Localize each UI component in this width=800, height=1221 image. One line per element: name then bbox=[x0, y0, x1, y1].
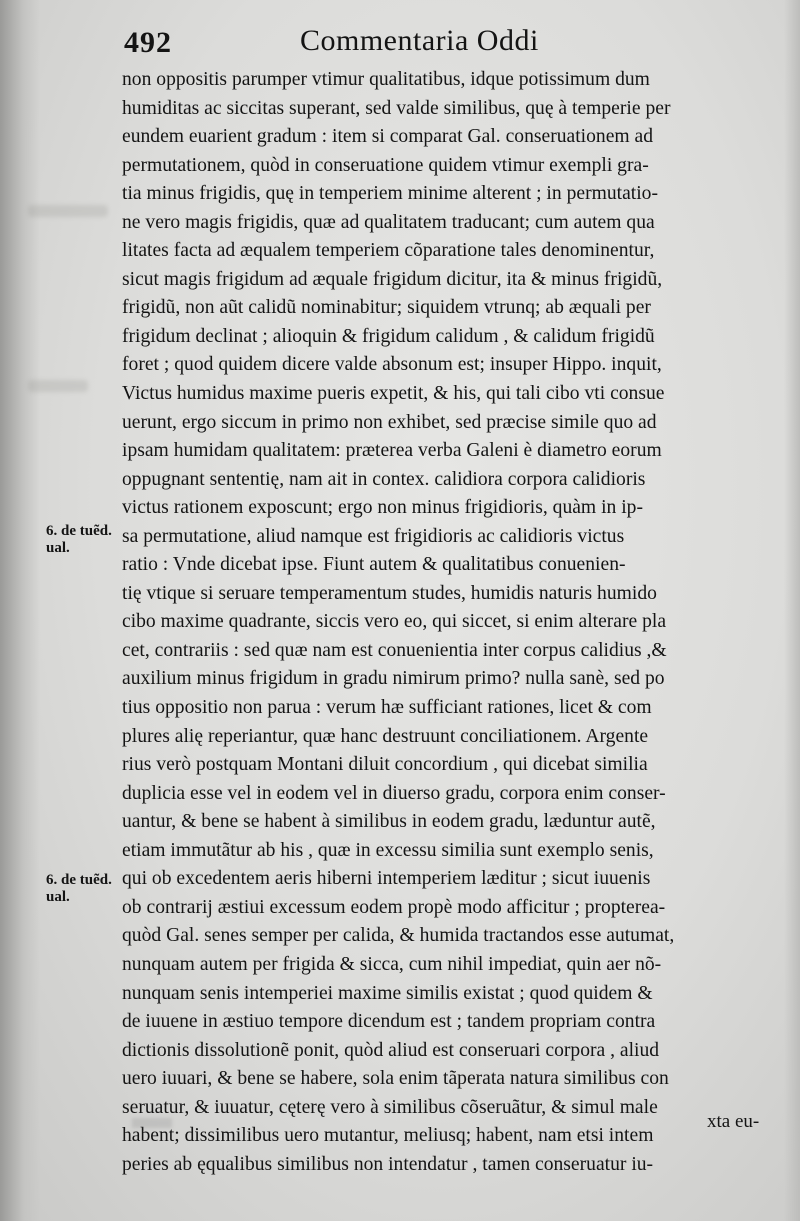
show-through-smudge bbox=[132, 1118, 172, 1128]
marginal-note-line: 6. de tuẽd. bbox=[46, 523, 112, 539]
text-line: litates facta ad æqualem temperiem cõparatione tales denominentur, bbox=[122, 240, 655, 262]
text-line: qui ob excedentem aeris hiberni intemperiem læditur ; sicut iuuenis bbox=[122, 868, 651, 890]
text-line: eundem euarient gradum : item si comparat Gal. conseruationem ad bbox=[122, 126, 654, 148]
text-line: non oppositis parumper vtimur qualitatibus, idque potissimum dum bbox=[122, 69, 650, 90]
text-line: foret ; quod quidem dicere valde absonum est; insuper Hippo. inquit, bbox=[122, 354, 662, 376]
marginal-note bbox=[46, 872, 112, 906]
text-line: ob contrarij æstiui excessum eodem propè modo afficitur ; propterea- bbox=[122, 896, 666, 918]
marginal-note bbox=[46, 523, 112, 557]
show-through-smudge bbox=[28, 205, 108, 217]
text-line: victus rationem exposcunt; ergo non minus frigidioris, quàm in ip- bbox=[122, 497, 643, 519]
marginal-note-line: ual. bbox=[46, 540, 70, 556]
gutter-shadow bbox=[0, 0, 40, 1221]
text-line: sa permutatione, aliud namque est frigidioris ac calidioris victus bbox=[122, 525, 625, 547]
text-line: ipsam humidam qualitatem: præterea verba Galeni è diametro eorum bbox=[122, 440, 662, 462]
body-text bbox=[122, 66, 770, 1179]
text-line: frigidum declinat ; alioquin & frigidum calidum , & calidum frigidũ bbox=[122, 325, 655, 347]
text-line: oppugnant sententię, nam ait in contex. calidiora corpora calidioris bbox=[122, 468, 646, 490]
text-line: humiditas ac siccitas superant, sed valde similibus, quę à temperie per bbox=[122, 97, 671, 119]
text-line: nunquam autem per frigida & sicca, cum nihil impediat, quin aer nõ- bbox=[122, 953, 662, 975]
text-line: cet, contrariis : sed quæ nam est conuenientia inter corpus calidius ,& bbox=[122, 639, 667, 661]
show-through-smudge bbox=[28, 380, 88, 392]
text-line: frigidũ, non aũt calidũ nominabitur; siquidem vtrunq; ab æquali per bbox=[122, 297, 651, 319]
text-line: Victus humidus maxime pueris expetit, & his, qui tali cibo vti consue bbox=[122, 383, 665, 405]
text-line: rius verò postquam Montani diluit concordium , qui dicebat similia bbox=[122, 754, 648, 776]
text-line: tia minus frigidis, quę in temperiem minime alterent ; in permutatio- bbox=[122, 183, 658, 205]
text-line: de iuuene in æstiuo tempore dicendum est ; tandem propriam contra bbox=[122, 1011, 656, 1033]
text-line: sicut magis frigidum ad æquale frigidum dicitur, ita & minus frigidũ, bbox=[122, 268, 663, 290]
marginal-note-line: 6. de tuẽd. bbox=[46, 872, 112, 888]
text-line: uerunt, ergo siccum in primo non exhibet, sed præcise simile quo ad bbox=[122, 411, 657, 433]
text-line: uantur, & bene se habent à similibus in eodem gradu, læduntur autẽ, bbox=[122, 811, 656, 833]
text-line: ratio : Vnde dicebat ipse. Fiunt autem & qualitatibus conuenien- bbox=[122, 554, 626, 576]
text-line: peries ab ęqualibus similibus non intendatur , tamen conseruatur iu- bbox=[122, 1153, 654, 1175]
text-line: auxilium minus frigidum in gradu nimirum primo? nulla sanè, sed po bbox=[122, 668, 665, 690]
text-line: tius oppositio non parua : verum hæ sufficiant rationes, licet & com bbox=[122, 697, 652, 719]
running-head: Commentaria Oddi bbox=[300, 24, 539, 57]
text-line: cibo maxime quadrante, siccis vero eo, qui siccet, si enim alterare pla bbox=[122, 611, 667, 633]
page-number: 492 bbox=[124, 26, 172, 59]
text-line: dictionis dissolutionẽ ponit, quòd aliud est conseruari corpora , aliud bbox=[122, 1039, 660, 1061]
page-header bbox=[124, 18, 604, 62]
text-line: permutationem, quòd in conseruatione quidem vtimur exempli gra- bbox=[122, 154, 649, 176]
text-line: habent; dissimilibus uero mutantur, meliusq; habent, nam etsi intem bbox=[122, 1125, 654, 1147]
text-line: quòd Gal. senes semper per calida, & humida tractandos esse autumat, bbox=[122, 925, 675, 947]
text-line: etiam immutãtur ab his , quæ in excessu similia sunt exemplo senis, bbox=[122, 839, 654, 861]
text-line: duplicia esse vel in eodem vel in diuerso gradu, corpora enim conser- bbox=[122, 782, 666, 804]
text-line: tię vtique si seruare temperamentum studes, humidis naturis humido bbox=[122, 582, 657, 604]
text-line: seruatur, & iuuatur, cęterę vero à similibus cõseruãtur, & simul male bbox=[122, 1096, 658, 1118]
text-line: plures alię reperiantur, quæ hanc destruunt conciliationem. Argente bbox=[122, 725, 649, 747]
text-line: ne vero magis frigidis, quæ ad qualitatem traducant; cum autem qua bbox=[122, 211, 655, 233]
catchword: xta eu- bbox=[707, 1111, 760, 1132]
page-edge-shadow bbox=[784, 0, 800, 1221]
text-line: uero iuuari, & bene se habere, sola enim tãperata natura similibus con bbox=[122, 1068, 669, 1090]
marginal-note-line: ual. bbox=[46, 889, 70, 905]
text-line: nunquam senis intemperiei maxime similis existat ; quod quidem & bbox=[122, 982, 653, 1004]
